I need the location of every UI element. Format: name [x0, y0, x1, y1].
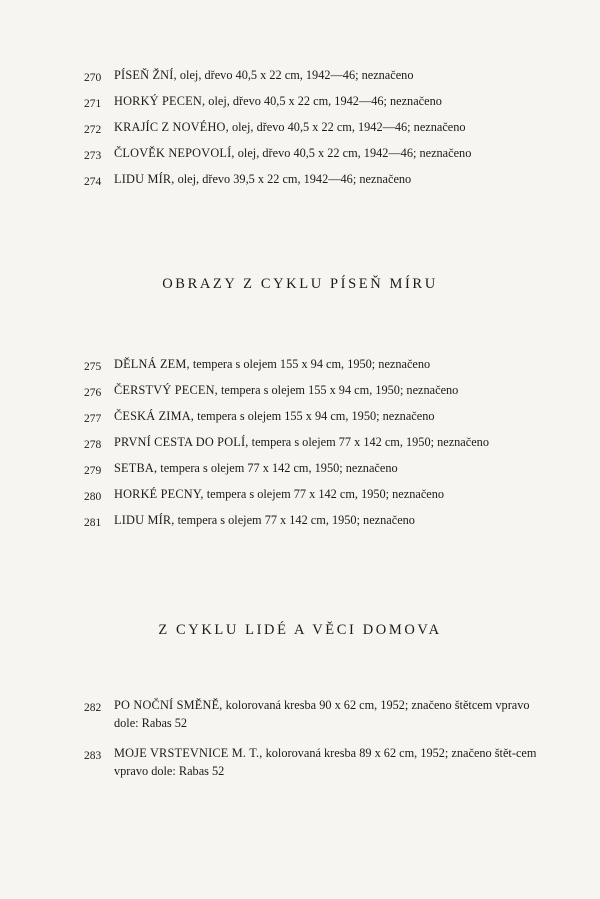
entry-spec: olej, dřevo 39,5 x 22 cm, 1942—46; neznačeno: [174, 172, 412, 186]
entry-title: LIDU MÍR,: [114, 513, 175, 527]
entry-number: 272: [84, 124, 102, 136]
entry-title: KRAJÍC Z NOVÉHO,: [114, 120, 229, 134]
catalogue-entry: [84, 66, 554, 84]
entry-number: 275: [84, 361, 102, 373]
entry-title: SETBA,: [114, 461, 158, 475]
entry-text: [114, 170, 554, 188]
entry-text: [114, 355, 554, 373]
entry-text: [114, 92, 554, 110]
catalogue-entry: [84, 355, 554, 373]
entry-number: 281: [84, 517, 102, 529]
catalogue-entry: [84, 433, 554, 451]
entry-text: [114, 144, 554, 162]
entry-number: 273: [84, 150, 102, 162]
catalogue-entry: [84, 381, 554, 399]
catalogue-entry: [84, 92, 554, 110]
entry-text: [114, 744, 554, 780]
entry-spec: tempera s olejem 155 x 94 cm, 1950; neznačeno: [189, 357, 431, 371]
entry-number: 276: [84, 387, 102, 399]
entry-number: 274: [84, 176, 102, 188]
section-heading: OBRAZY Z CYKLU PÍSEŇ MÍRU: [162, 276, 438, 292]
catalogue-entry: [84, 485, 554, 503]
entries-group-tempera: [84, 355, 554, 529]
entry-text: [114, 511, 554, 529]
catalogue-entry: [84, 744, 554, 780]
catalogue-entry: [84, 459, 554, 477]
entry-number: 278: [84, 439, 102, 451]
section-heading: Z CYKLU LIDÉ A VĚCI DOMOVA: [158, 622, 442, 638]
entry-spec: kolorovaná kresba 89 x 62 cm, 1952; značeno štět-cem vpravo dole: Rabas 52: [114, 746, 537, 778]
entry-title: ČLOVĚK NEPOVOLÍ,: [114, 146, 235, 160]
entry-title: DĚLNÁ ZEM,: [114, 357, 190, 371]
entry-title: PRVNÍ CESTA DO POLÍ,: [114, 435, 249, 449]
catalogue-entry: [84, 144, 554, 162]
entry-number: 271: [84, 98, 102, 110]
entry-spec: tempera s olejem 155 x 94 cm, 1950; neznačeno: [217, 383, 459, 397]
entry-spec: tempera s olejem 77 x 142 cm, 1950; neznačeno: [248, 435, 489, 449]
entry-text: [114, 118, 554, 136]
entry-spec: tempera s olejem 77 x 142 cm, 1950; neznačeno: [157, 461, 398, 475]
entry-title: HORKÉ PECNY,: [114, 487, 204, 501]
entry-spec: olej, dřevo 40,5 x 22 cm, 1942—46; neznačeno: [205, 94, 442, 108]
entry-spec: tempera s olejem 77 x 142 cm, 1950; neznačeno: [203, 487, 445, 501]
entry-text: [114, 485, 554, 503]
entry-number: 283: [84, 750, 102, 762]
entry-number: 277: [84, 413, 102, 425]
entry-spec: tempera s olejem 155 x 94 cm, 1950; neznačeno: [194, 409, 435, 423]
entry-spec: kolorovaná kresba 90 x 62 cm, 1952; značeno štětcem vpravo dole: Rabas 52: [114, 698, 530, 730]
entry-text: [114, 66, 554, 84]
catalogue-entry: [84, 407, 554, 425]
entry-text: [114, 381, 554, 399]
entry-spec: olej, dřevo 40,5 x 22 cm, 1942—46; neznačeno: [228, 120, 466, 134]
entry-title: PO NOČNÍ SMĚNĚ,: [114, 698, 223, 712]
entry-title: ČESKÁ ZIMA,: [114, 409, 195, 423]
entry-title: HORKÝ PECEN,: [114, 94, 206, 108]
entry-title: ČERSTVÝ PECEN,: [114, 383, 218, 397]
entry-number: 282: [84, 702, 102, 714]
catalogue-entry: [84, 118, 554, 136]
entry-title: MOJE VRSTEVNICE M. T.,: [114, 746, 263, 760]
entry-number: 279: [84, 465, 102, 477]
entry-text: [114, 459, 554, 477]
catalogue-entry: [84, 170, 554, 188]
entry-text: [114, 696, 554, 732]
entries-group-oil: [84, 66, 554, 188]
entry-text: [114, 407, 554, 425]
entry-spec: olej, dřevo 40,5 x 22 cm, 1942—46; neznačeno: [176, 68, 414, 82]
catalogue-entry: [84, 696, 554, 732]
entry-number: 270: [84, 72, 102, 84]
entry-title: PÍSEŇ ŽNÍ,: [114, 68, 177, 82]
entry-spec: tempera s olejem 77 x 142 cm, 1950; neznačeno: [174, 513, 415, 527]
entry-spec: olej, dřevo 40,5 x 22 cm, 1942—46; neznačeno: [234, 146, 472, 160]
entry-number: 280: [84, 491, 102, 503]
entry-text: [114, 433, 554, 451]
entry-title: LIDU MÍR,: [114, 172, 175, 186]
catalogue-entry: [84, 511, 554, 529]
entries-group-drawings: [84, 696, 554, 780]
